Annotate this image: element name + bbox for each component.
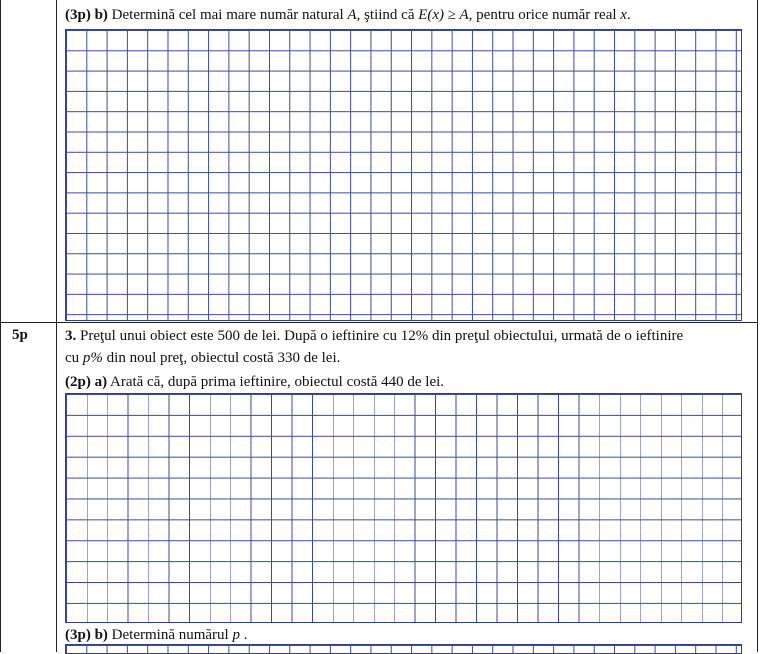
variable-x: x: [620, 7, 627, 23]
answer-grid-3b[interactable]: [65, 644, 742, 654]
task-4b-text-mid: , ştiind că: [356, 7, 419, 23]
task-3-line-1: [65, 327, 683, 345]
task-3b-text-end: .: [239, 627, 248, 643]
task-4b-label: (3p) b): [65, 7, 108, 23]
answer-grid-4b[interactable]: [65, 29, 742, 321]
frame-right-border: [757, 0, 758, 652]
frame-left-border: [0, 0, 1, 652]
task-3a-text: Arată că, după prima ieftinire, obiectul costă 440 de lei.: [107, 374, 445, 390]
task-3a-label: (2p) a): [65, 374, 108, 390]
task-4b-text-after: , pentru orice număr real: [468, 7, 621, 23]
variable-p-percent: p%: [82, 350, 103, 366]
points-column-divider: [56, 0, 57, 652]
task-3-line-2-prefix: cu: [65, 350, 83, 366]
task-3-number: 3.: [65, 328, 77, 344]
task-3-line-2: [65, 349, 340, 367]
task-3-line-2-text: din noul preţ, obiectul costă 330 de lei.: [102, 350, 341, 366]
task-4b-text-end: .: [626, 7, 631, 23]
task-3-line-1-text: Preţul unui obiect este 500 de lei. După o ieftinire cu 12% din preţul obiectului, urmată de o ieftinire: [76, 328, 684, 344]
variable-p: p: [232, 627, 240, 643]
task-3-points: 5p: [12, 327, 28, 343]
task-3a-statement: [65, 373, 444, 391]
task-3b-statement: [65, 626, 247, 644]
variable-a: A: [347, 7, 357, 23]
task-4b-text: Determină cel mai mare număr natural: [107, 7, 348, 23]
task-3b-label: (3p) b): [65, 627, 108, 643]
task-row-divider: [0, 322, 758, 323]
answer-grid-3a[interactable]: [65, 393, 742, 623]
task-4b-statement: [65, 6, 631, 24]
task-3b-text: Determină numărul: [107, 627, 233, 643]
inequality-expression: E(x) ≥ A: [418, 7, 469, 23]
